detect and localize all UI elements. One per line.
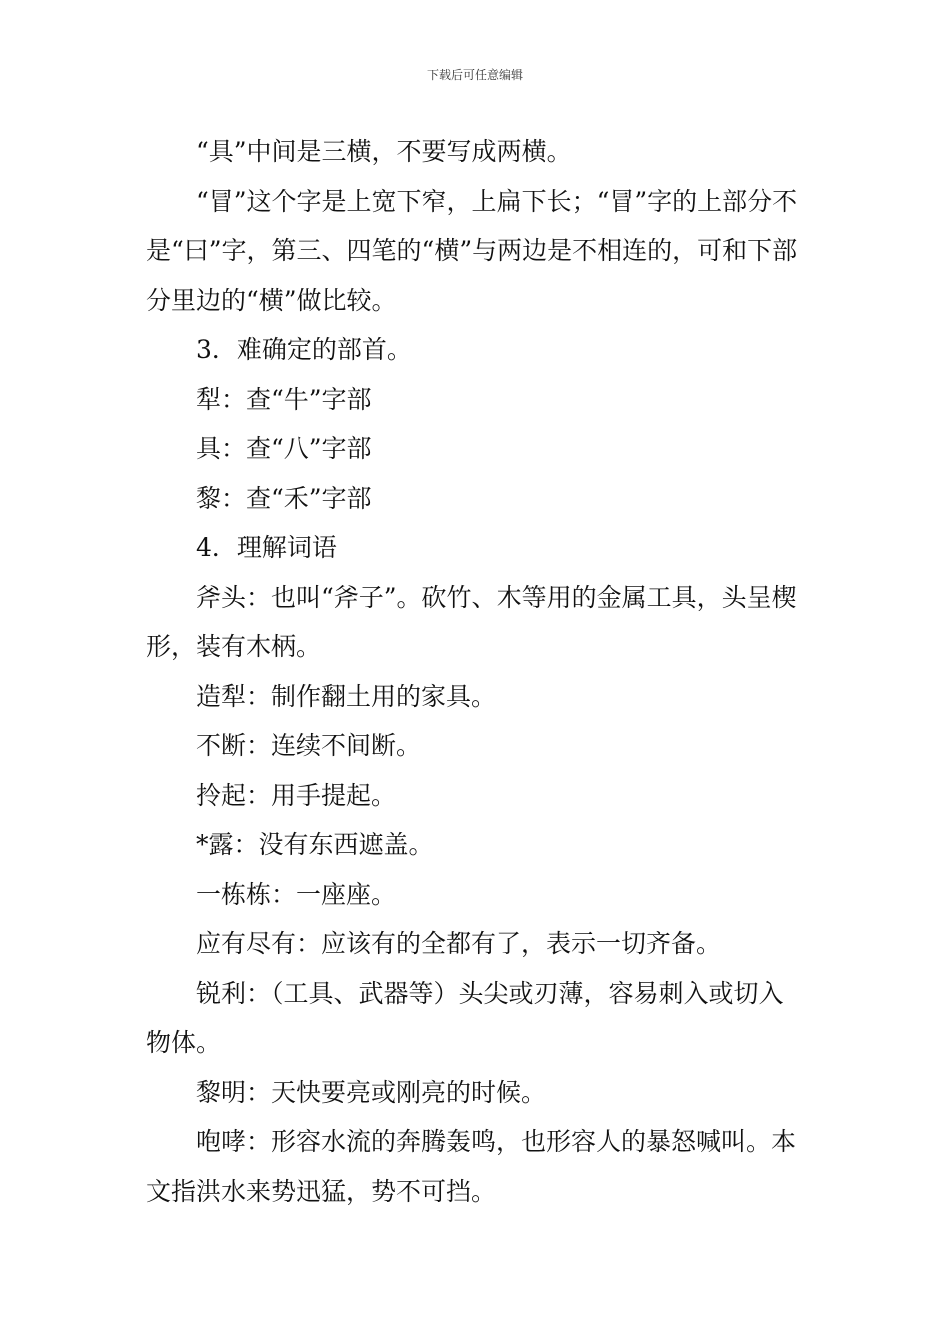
word-definition: 黎明：天快要亮或刚亮的时候。 [196, 1077, 547, 1107]
radical-item: 具：查“八”字部 [196, 434, 372, 463]
page-header: 下载后可任意编辑 [426, 68, 523, 82]
word-definition: 造犁：制作翻土用的家具。 [196, 681, 497, 711]
radical-item: 犁：查“牛”字部 [196, 384, 372, 414]
word-definition: 应有尽有：应该有的全都有了，表示一切齐备。 [196, 929, 722, 958]
document-body [146, 127, 808, 1216]
word-definition: 锐利：（工具、武器等）头尖或刃薄，容易刺入或切入物体。 [146, 978, 784, 1057]
word-definition: 咆哮：形容水流的奔腾轰鸣，也形容人的暴怒喊叫。本文指洪水来势迅猛，势不可挡。 [146, 1127, 797, 1206]
paragraph: “冒”这个字是上宽下窄，上扁下长；“冒”字的上部分不是“曰”字，第三、四笔的“横”与两边是不相连的，可和下部分里边的“横”做比较。 [146, 186, 798, 315]
word-definition: 一栋栋：一座座。 [196, 879, 397, 909]
word-definition: *露：没有东西遮盖。 [196, 830, 434, 859]
section-heading: 4．理解词语 [196, 533, 337, 562]
radical-item: 黎：查“禾”字部 [196, 483, 372, 513]
paragraph: “具”中间是三横，不要写成两横。 [196, 137, 572, 166]
word-definition: 不断：连续不间断。 [196, 731, 422, 760]
word-definition: 拎起：用手提起。 [196, 780, 397, 810]
word-definition: 斧头：也叫“斧子”。砍竹、木等用的金属工具，头呈楔形，装有木柄。 [146, 582, 797, 661]
section-heading: 3．难确定的部首。 [196, 335, 412, 364]
